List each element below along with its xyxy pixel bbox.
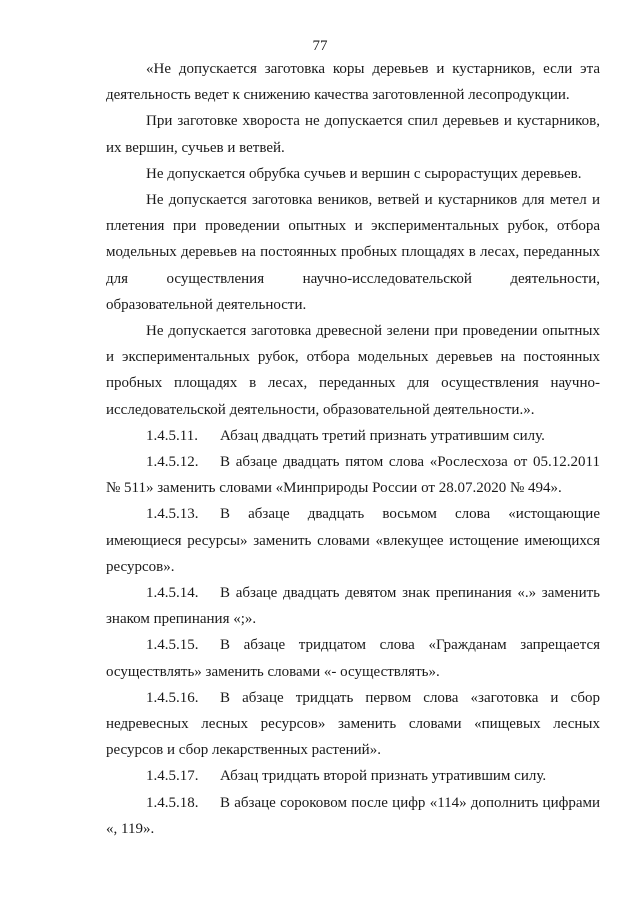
paragraph-bark: «Не допускается заготовка коры деревьев и кустарников, если эта деятельность ведет к снижению качества заготовленной лесопродукции. xyxy=(106,61,600,104)
item-1-4-5-16 xyxy=(106,685,600,764)
item-number: 1.4.5.12. xyxy=(146,454,199,471)
item-1-4-5-14 xyxy=(106,580,600,632)
paragraph-brooms: Не допускается заготовка веников, ветвей и кустарников для метел и плетения при проведении опытных и экспериментальных рубок, отбора модельных деревьев на постоянных пробных площадях в лесах, переданных для осуществления научно-исследовательской деятельности, образовательной деятельности. xyxy=(106,192,600,313)
item-text: В абзаце двадцать пятом слова «Рослесхоза от 05.12.2011 № 511» заменить словами «Минприроды России от 28.07.2020 № 494». xyxy=(106,454,600,497)
document-body xyxy=(106,56,600,842)
item-number: 1.4.5.16. xyxy=(146,689,199,706)
item-text: В абзаце двадцать девятом знак препинания «.» заменить знаком препинания «;». xyxy=(106,585,600,628)
item-1-4-5-13 xyxy=(106,501,600,580)
item-1-4-5-18 xyxy=(106,790,600,842)
item-number: 1.4.5.15. xyxy=(146,637,199,654)
item-1-4-5-11 xyxy=(106,423,600,449)
item-number: 1.4.5.13. xyxy=(146,506,199,523)
item-number: 1.4.5.17. xyxy=(146,768,199,785)
paragraph-branches: Не допускается обрубка сучьев и вершин с сырорастущих деревьев. xyxy=(146,165,582,182)
item-text: В абзаце тридцать первом слова «заготовка и сбор недревесных лесных ресурсов» заменить словами «пищевых лесных ресурсов и сбор лекарственных растений». xyxy=(106,689,600,759)
item-text: В абзаце двадцать восьмом слова «истощающие имеющиеся ресурсы» заменить словами «влекущее истощение имеющихся ресурсов». xyxy=(106,506,600,575)
item-text: Абзац двадцать третий признать утратившим силу. xyxy=(220,427,545,444)
item-number: 1.4.5.18. xyxy=(146,794,199,811)
item-text: Абзац тридцать второй признать утратившим силу. xyxy=(220,768,547,785)
item-number: 1.4.5.11. xyxy=(146,427,198,444)
item-1-4-5-17 xyxy=(106,763,600,789)
item-text: В абзаце сороковом после цифр «114» дополнить цифрами «, 119». xyxy=(106,794,600,837)
item-1-4-5-15 xyxy=(106,632,600,684)
page-number: 77 xyxy=(312,38,328,54)
item-1-4-5-12 xyxy=(106,449,600,501)
paragraph-greenery: Не допускается заготовка древесной зелени при проведении опытных и экспериментальных рубок, отбора модельных деревьев на постоянных пробных площадях в лесах, переданных для осуществления научно-исследовательской деятельности, образовательной деятельности.». xyxy=(106,323,600,418)
paragraph-brushwood: При заготовке хвороста не допускается спил деревьев и кустарников, их вершин, сучьев и ветвей. xyxy=(106,113,600,156)
item-text: В абзаце тридцатом слова «Гражданам запрещается осуществлять» заменить словами «- осуществлять». xyxy=(106,637,600,680)
item-number: 1.4.5.14. xyxy=(146,585,199,602)
